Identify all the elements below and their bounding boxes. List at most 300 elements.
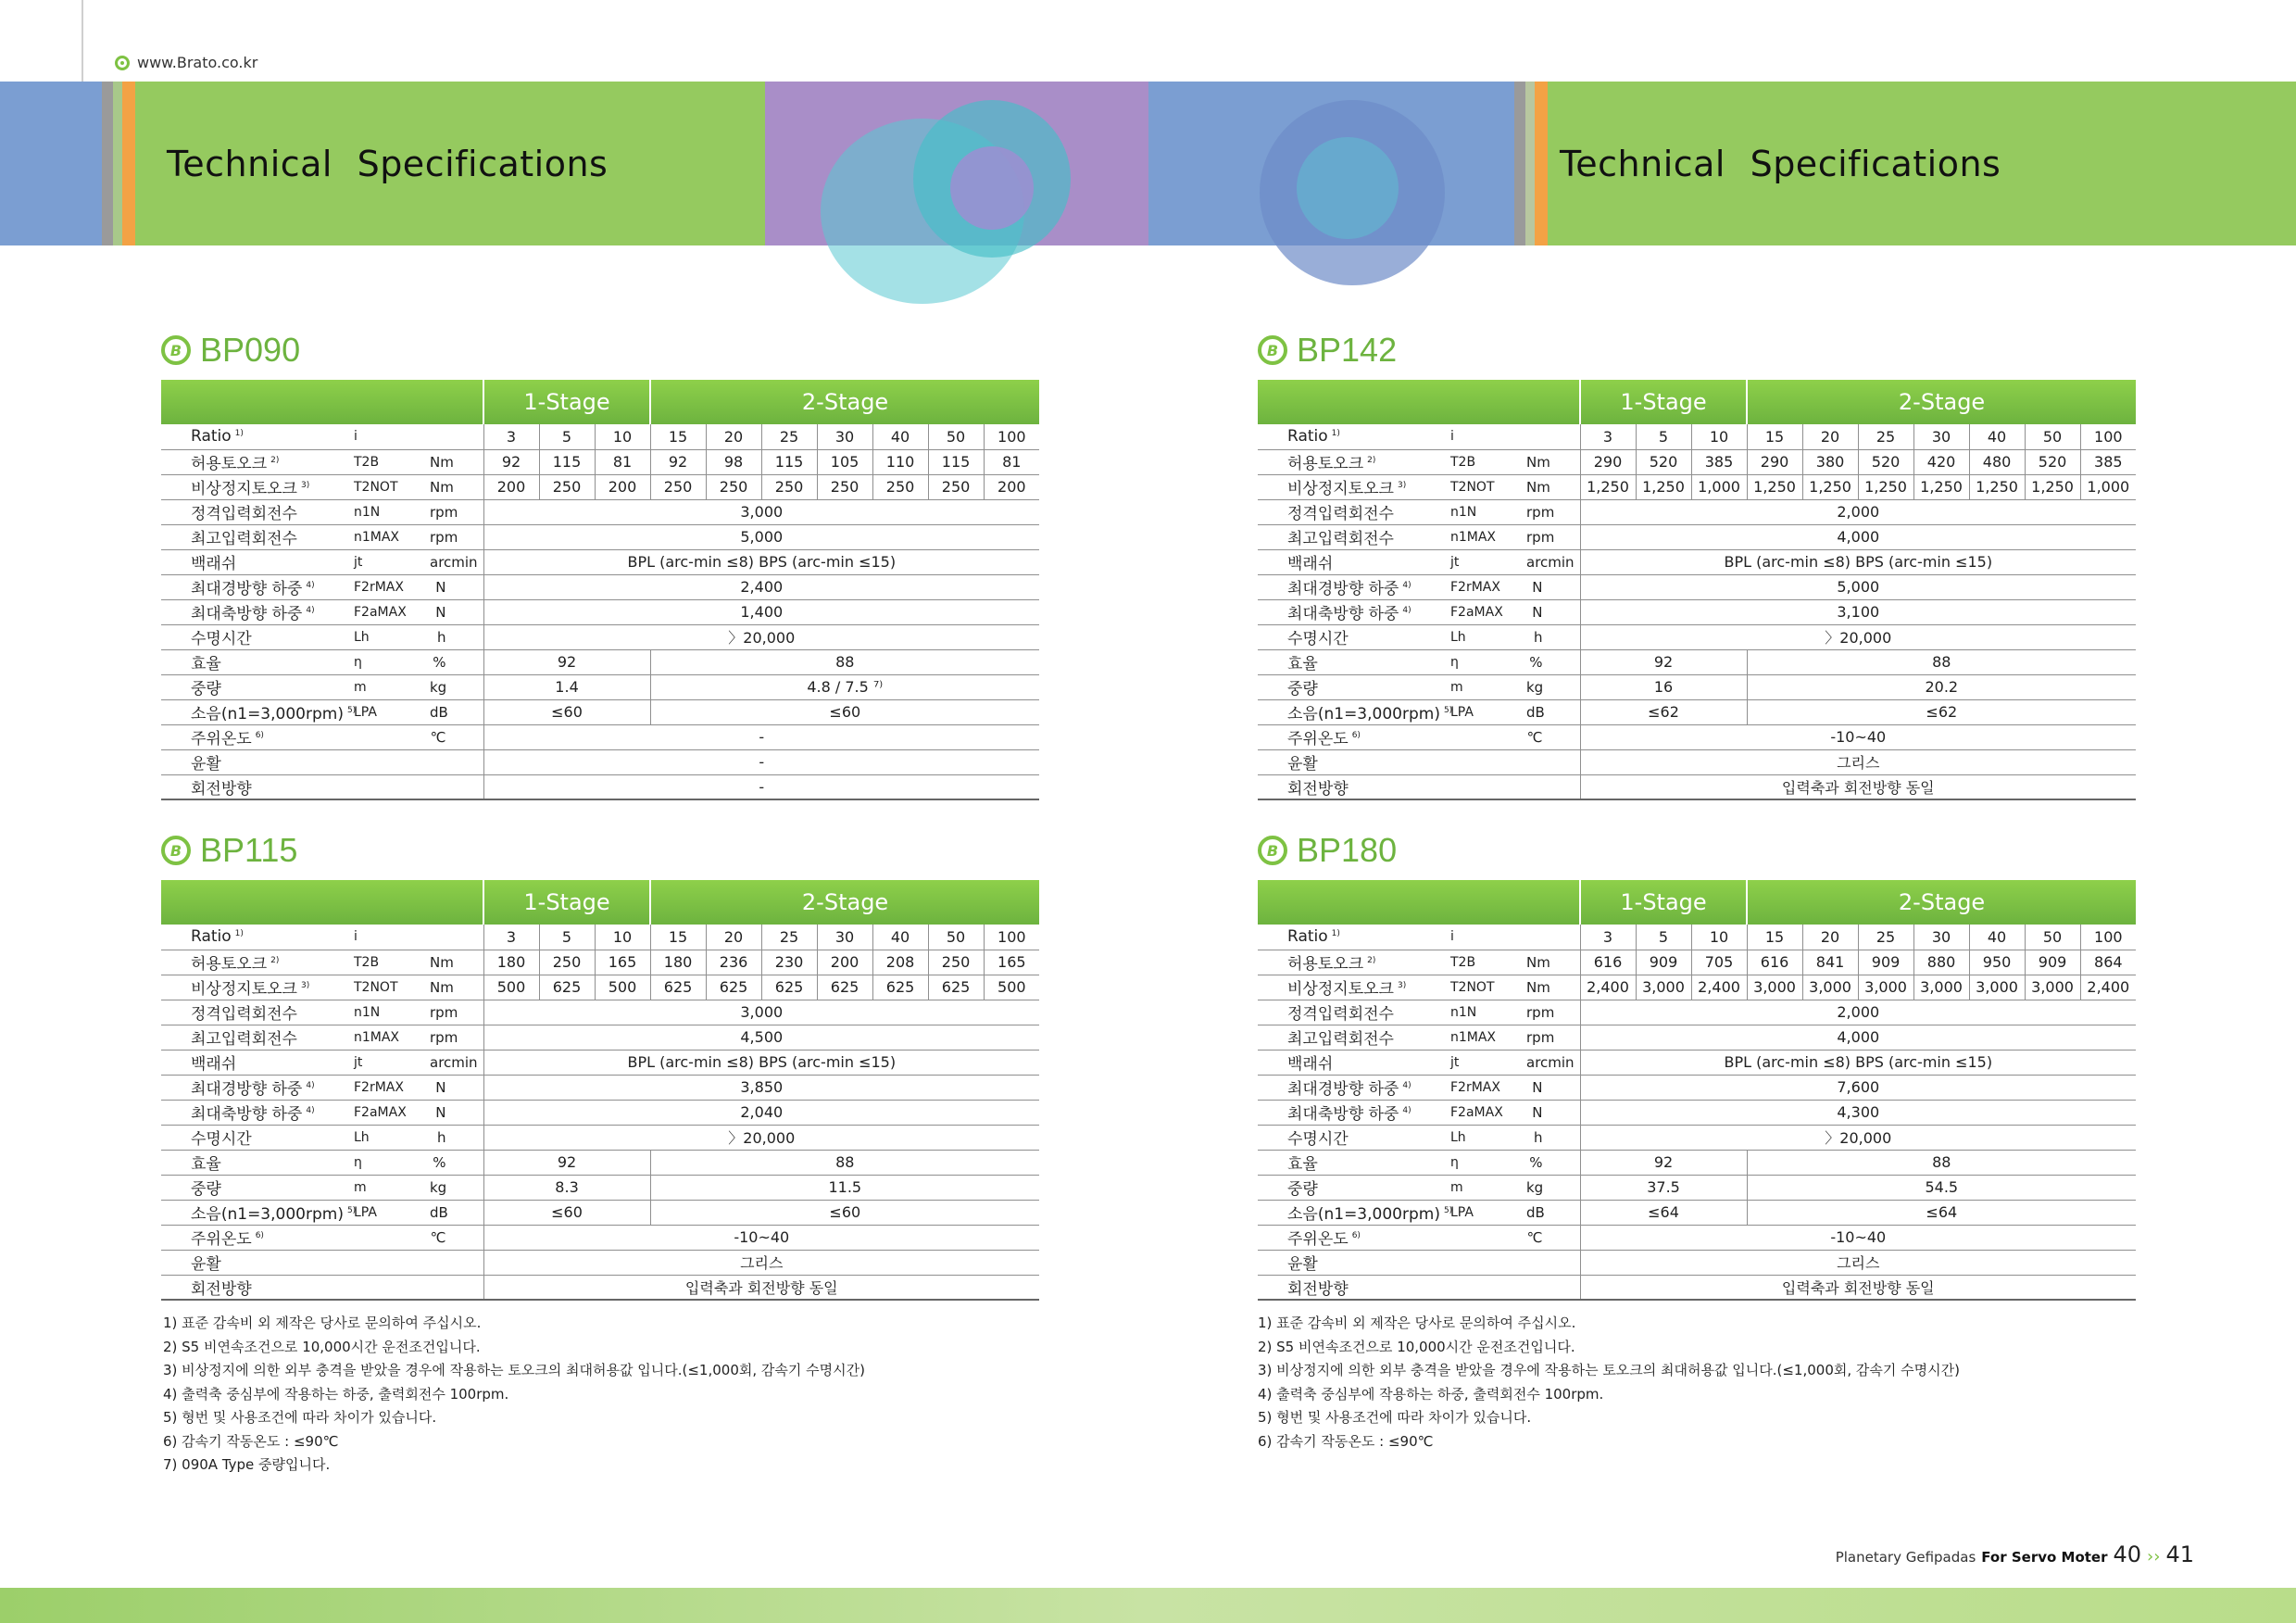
value-cell-stage2: 88 — [1747, 1150, 2136, 1175]
row-symbol: m — [345, 1175, 430, 1200]
table-row — [161, 1100, 1039, 1125]
table-row — [161, 749, 1039, 774]
row-name — [1258, 975, 1441, 1000]
spec-table — [161, 880, 1039, 1301]
row-name — [161, 1000, 345, 1025]
value-cell: 115 — [539, 449, 595, 474]
table-row — [1258, 950, 2136, 975]
row-footnote-ref: 3) — [1397, 481, 1407, 491]
value-cell: 2,400 — [1691, 975, 1747, 1000]
table-row — [161, 674, 1039, 699]
row-unit: N — [430, 599, 483, 624]
row-name-text: 주위온도 — [1287, 1230, 1349, 1249]
value-cell-all: 7,600 — [1580, 1075, 2136, 1100]
row-unit — [1526, 774, 1580, 799]
row-name — [161, 1075, 345, 1100]
row-name-text: Ratio — [191, 427, 232, 447]
row-unit: kg — [430, 1175, 483, 1200]
row-name — [1258, 1175, 1441, 1200]
row-unit: N — [1526, 599, 1580, 624]
row-name-text: 최고입력회전수 — [191, 530, 297, 548]
table-row — [161, 574, 1039, 599]
value-cell: 100 — [2080, 424, 2136, 449]
row-symbol — [345, 1275, 430, 1300]
row-name-text: 효율 — [191, 1155, 221, 1174]
row-symbol: n1MAX — [1441, 524, 1526, 549]
value-cell: 2,400 — [1580, 975, 1636, 1000]
table-row — [161, 1175, 1039, 1200]
value-cell-all: BPL (arc-min ≤8) BPS (arc-min ≤15) — [483, 1050, 1039, 1075]
row-symbol — [345, 749, 430, 774]
row-name — [1258, 599, 1441, 624]
value-cell: 3,000 — [1858, 975, 1913, 1000]
row-symbol — [1441, 1225, 1526, 1250]
table-row — [1258, 449, 2136, 474]
row-name-text: 수명시간 — [191, 630, 252, 648]
footnote-line: 4) 출력축 중심부에 작용하는 하중, 출력회전수 100rpm. — [1258, 1385, 1604, 1403]
value-cell-stage2: 20.2 — [1747, 674, 2136, 699]
row-name-text: 효율 — [1287, 1155, 1318, 1174]
value-cell: 40 — [1969, 424, 2025, 449]
row-symbol: LPA — [345, 699, 430, 724]
row-footnote-ref: 6) — [1351, 731, 1361, 741]
row-name — [161, 624, 345, 649]
table-row — [1258, 749, 2136, 774]
row-unit — [430, 1275, 483, 1300]
value-cell: 200 — [984, 474, 1039, 499]
page-number-right: 41 — [2165, 1541, 2194, 1567]
value-cell: 3 — [483, 925, 539, 950]
row-name-text: 주위온도 — [191, 1230, 252, 1249]
value-cell: 250 — [928, 474, 984, 499]
row-symbol: i — [1441, 925, 1526, 950]
row-name — [161, 1250, 345, 1275]
value-cell: 3 — [1580, 925, 1636, 950]
row-unit: Nm — [430, 975, 483, 1000]
value-cell: 705 — [1691, 950, 1747, 975]
value-cell: 625 — [761, 975, 817, 1000]
value-cell: 3,000 — [1969, 975, 2025, 1000]
footnote-line: 4) 출력축 중심부에 작용하는 하중, 출력회전수 100rpm. — [163, 1385, 509, 1403]
value-cell-stage2: ≤60 — [650, 699, 1039, 724]
row-name-text: 소음(n1=3,000rpm) — [1287, 705, 1440, 723]
row-unit — [430, 749, 483, 774]
row-unit: rpm — [430, 524, 483, 549]
value-cell-all: 그리스 — [1580, 1250, 2136, 1275]
row-footnote-ref: 5) — [346, 1206, 357, 1216]
value-cell: 520 — [2025, 449, 2080, 474]
value-cell: 250 — [539, 950, 595, 975]
row-name-text: 최대축방향 하중 — [1287, 1105, 1399, 1124]
page-title-right: Technical Specifications — [1560, 143, 2001, 184]
website-url[interactable]: www.Brato.co.kr — [115, 54, 257, 71]
row-symbol: LPA — [1441, 699, 1526, 724]
value-cell: 110 — [872, 449, 928, 474]
value-cell: 20 — [706, 424, 761, 449]
row-name — [1258, 1225, 1441, 1250]
row-name-text: 중량 — [1287, 680, 1318, 698]
row-name-text: 효율 — [1287, 655, 1318, 673]
row-symbol — [345, 774, 430, 799]
row-footnote-ref: 4) — [306, 1081, 315, 1091]
value-cell: 200 — [595, 474, 650, 499]
row-name-text: 소음(n1=3,000rpm) — [191, 705, 344, 723]
row-name-text: 수명시간 — [1287, 1130, 1349, 1149]
row-name-text: 최고입력회전수 — [191, 1030, 297, 1049]
value-cell: 250 — [761, 474, 817, 499]
value-cell: 880 — [1913, 950, 1969, 975]
row-symbol: n1N — [345, 1000, 430, 1025]
row-name-text: 윤활 — [191, 755, 221, 774]
value-cell: 30 — [1913, 925, 1969, 950]
table-row — [1258, 1175, 2136, 1200]
table-row — [161, 449, 1039, 474]
row-name — [161, 975, 345, 1000]
value-cell: 10 — [595, 925, 650, 950]
row-name — [1258, 474, 1441, 499]
value-cell: 5 — [539, 424, 595, 449]
row-name — [161, 574, 345, 599]
section-title: BP090 — [200, 331, 301, 369]
table-row — [161, 1025, 1039, 1050]
table-row — [1258, 975, 2136, 1000]
row-name — [161, 1025, 345, 1050]
value-cell-stage1: ≤60 — [483, 699, 650, 724]
row-unit: N — [1526, 1100, 1580, 1125]
row-unit — [430, 424, 483, 449]
footnote-line: 6) 감속기 작동온도 : ≤90℃ — [163, 1432, 339, 1450]
value-cell: 81 — [984, 449, 1039, 474]
table-row — [1258, 1150, 2136, 1175]
table-row — [1258, 1025, 2136, 1050]
value-cell: 208 — [872, 950, 928, 975]
value-cell: 385 — [1691, 449, 1747, 474]
row-symbol: n1MAX — [345, 524, 430, 549]
row-symbol: T2B — [345, 449, 430, 474]
value-cell-all: 입력축과 회전방향 동일 — [1580, 1275, 2136, 1300]
page-number-left: 40 — [2113, 1541, 2142, 1567]
row-name-text: 최대경방향 하중 — [191, 580, 303, 598]
row-unit: Nm — [430, 474, 483, 499]
footnote-line: 5) 형번 및 사용조건에 따라 차이가 있습니다. — [163, 1409, 437, 1426]
row-name — [1258, 449, 1441, 474]
row-name — [161, 424, 345, 449]
row-symbol: i — [345, 424, 430, 449]
footnote-line: 7) 090A Type 중량입니다. — [163, 1456, 331, 1473]
table-row — [1258, 574, 2136, 599]
value-cell-stage1: ≤62 — [1580, 699, 1747, 724]
row-unit: N — [1526, 1075, 1580, 1100]
footnotes-left — [163, 1312, 865, 1478]
table-row — [161, 1125, 1039, 1150]
value-cell: 40 — [872, 424, 928, 449]
value-cell-all: 3,000 — [483, 499, 1039, 524]
row-unit: rpm — [1526, 1025, 1580, 1050]
header-blank-cell — [161, 380, 483, 424]
row-name — [161, 1225, 345, 1250]
value-cell: 25 — [761, 925, 817, 950]
row-name-text: 비상정지토오크 — [1287, 480, 1394, 498]
header-blank-cell — [161, 880, 483, 925]
row-name — [1258, 1000, 1441, 1025]
value-cell: 15 — [1747, 424, 1802, 449]
row-symbol: η — [1441, 1150, 1526, 1175]
row-symbol: m — [1441, 674, 1526, 699]
row-footnote-ref: 4) — [306, 606, 315, 616]
table-row — [1258, 1100, 2136, 1125]
row-name — [161, 449, 345, 474]
row-name — [161, 925, 345, 950]
value-cell-all: 2,000 — [1580, 499, 2136, 524]
table-row — [1258, 549, 2136, 574]
table-row — [1258, 1225, 2136, 1250]
row-name — [1258, 1100, 1441, 1125]
row-name — [1258, 499, 1441, 524]
value-cell: 15 — [650, 925, 706, 950]
value-cell: 625 — [872, 975, 928, 1000]
table-row — [161, 474, 1039, 499]
value-cell: 250 — [650, 474, 706, 499]
value-cell: 385 — [2080, 449, 2136, 474]
value-cell: 3,000 — [1802, 975, 1858, 1000]
table-header-row — [1258, 880, 2136, 925]
value-cell: 950 — [1969, 950, 2025, 975]
row-name — [161, 549, 345, 574]
row-unit: N — [430, 1100, 483, 1125]
row-name-text: 비상정지토오크 — [1287, 980, 1394, 999]
row-name — [161, 474, 345, 499]
row-name — [1258, 674, 1441, 699]
row-unit: rpm — [1526, 1000, 1580, 1025]
table-row — [1258, 649, 2136, 674]
gearbox-photo-right — [1148, 82, 1514, 245]
row-name-text: 윤활 — [191, 1255, 221, 1274]
row-symbol — [1441, 749, 1526, 774]
value-cell: 100 — [984, 925, 1039, 950]
value-cell-all: - — [483, 724, 1039, 749]
row-symbol: η — [1441, 649, 1526, 674]
value-cell: 115 — [928, 449, 984, 474]
row-name-text: Ratio — [1287, 427, 1328, 447]
value-cell-all: 입력축과 회전방향 동일 — [1580, 774, 2136, 799]
table-row — [1258, 474, 2136, 499]
value-cell-all: 입력축과 회전방향 동일 — [483, 1275, 1039, 1300]
row-name-text: 윤활 — [1287, 1255, 1318, 1274]
value-cell: 250 — [817, 474, 872, 499]
value-cell: 250 — [706, 474, 761, 499]
value-cell: 98 — [706, 449, 761, 474]
row-symbol: m — [345, 674, 430, 699]
value-cell: 909 — [2025, 950, 2080, 975]
row-symbol — [1441, 1275, 1526, 1300]
value-cell: 500 — [483, 975, 539, 1000]
row-footnote-ref: 1) — [234, 928, 244, 938]
value-cell: 30 — [1913, 424, 1969, 449]
row-unit: rpm — [1526, 524, 1580, 549]
value-cell-stage1: 1.4 — [483, 674, 650, 699]
row-name — [161, 1275, 345, 1300]
row-name-text: 정격입력회전수 — [1287, 505, 1394, 523]
value-cell: 3,000 — [1913, 975, 1969, 1000]
row-symbol — [1441, 724, 1526, 749]
row-unit: Nm — [1526, 975, 1580, 1000]
row-unit: Nm — [1526, 950, 1580, 975]
row-symbol — [345, 1225, 430, 1250]
value-cell: 20 — [1802, 424, 1858, 449]
table-row — [161, 774, 1039, 799]
table-header-row — [1258, 380, 2136, 424]
row-name — [161, 599, 345, 624]
table-row — [1258, 624, 2136, 649]
value-cell-all: BPL (arc-min ≤8) BPS (arc-min ≤15) — [1580, 1050, 2136, 1075]
row-name-text: 최고입력회전수 — [1287, 530, 1394, 548]
section-title: BP142 — [1297, 331, 1398, 369]
row-footnote-ref: 4) — [1402, 606, 1411, 616]
value-cell: 30 — [817, 424, 872, 449]
value-cell-stage1: ≤60 — [483, 1200, 650, 1225]
row-name-text: 최고입력회전수 — [1287, 1030, 1394, 1049]
row-symbol: LPA — [345, 1200, 430, 1225]
value-cell-stage1: ≤64 — [1580, 1200, 1747, 1225]
row-name-text: 백래쉬 — [191, 1055, 237, 1074]
row-name-text: 주위온도 — [191, 730, 252, 749]
row-symbol: n1MAX — [1441, 1025, 1526, 1050]
row-name — [1258, 624, 1441, 649]
row-symbol: T2B — [1441, 449, 1526, 474]
value-cell: 230 — [761, 950, 817, 975]
value-cell: 500 — [984, 975, 1039, 1000]
value-cell: 25 — [1858, 424, 1913, 449]
row-symbol: F2rMAX — [1441, 1075, 1526, 1100]
brand-logo-icon: B — [161, 335, 191, 365]
value-cell-all: -10~40 — [483, 1225, 1039, 1250]
brand-logo-icon: B — [1258, 836, 1287, 865]
value-cell: 105 — [817, 449, 872, 474]
value-cell: 50 — [2025, 424, 2080, 449]
value-cell-stage1: 8.3 — [483, 1175, 650, 1200]
table-row — [161, 925, 1039, 950]
row-name-text: Ratio — [191, 927, 232, 947]
row-name-text: 회전방향 — [1287, 779, 1349, 799]
row-name — [161, 749, 345, 774]
table-header-row — [161, 880, 1039, 925]
row-name — [1258, 649, 1441, 674]
row-name-text: 비상정지토오크 — [191, 480, 297, 498]
value-cell: 3,000 — [2025, 975, 2080, 1000]
row-name-text: 최대축방향 하중 — [1287, 605, 1399, 623]
row-unit: h — [430, 624, 483, 649]
value-cell: 10 — [1691, 424, 1747, 449]
row-unit — [1526, 1250, 1580, 1275]
table-row — [1258, 925, 2136, 950]
row-footnote-ref: 1) — [1331, 428, 1340, 438]
value-cell-stage1: 92 — [483, 649, 650, 674]
row-footnote-ref: 4) — [1402, 1106, 1411, 1116]
table-row — [1258, 424, 2136, 449]
stage2-header: 2-Stage — [650, 380, 1039, 424]
value-cell: 1,000 — [1691, 474, 1747, 499]
value-cell: 909 — [1858, 950, 1913, 975]
value-cell: 864 — [2080, 950, 2136, 975]
row-name-text: 수명시간 — [1287, 630, 1349, 648]
table-row — [161, 1275, 1039, 1300]
row-name — [161, 1125, 345, 1150]
row-symbol: F2rMAX — [345, 574, 430, 599]
row-unit — [430, 925, 483, 950]
value-cell: 420 — [1913, 449, 1969, 474]
row-name-text: 효율 — [191, 655, 221, 673]
row-unit — [1526, 749, 1580, 774]
row-symbol: jt — [345, 549, 430, 574]
row-symbol: LPA — [1441, 1200, 1526, 1225]
value-cell: 250 — [872, 474, 928, 499]
row-footnote-ref: 4) — [306, 581, 315, 591]
row-symbol: T2B — [345, 950, 430, 975]
value-cell: 1,250 — [1969, 474, 2025, 499]
table-row — [1258, 524, 2136, 549]
value-cell: 5 — [1636, 424, 1691, 449]
value-cell-stage1: 37.5 — [1580, 1175, 1747, 1200]
value-cell: 200 — [483, 474, 539, 499]
row-unit: arcmin — [1526, 549, 1580, 574]
row-name-text: 정격입력회전수 — [1287, 1005, 1394, 1024]
row-symbol: n1N — [1441, 1000, 1526, 1025]
row-symbol: n1MAX — [345, 1025, 430, 1050]
value-cell: 180 — [483, 950, 539, 975]
table-row — [161, 599, 1039, 624]
row-footnote-ref: 2) — [270, 956, 280, 966]
value-cell-stage2: 88 — [1747, 649, 2136, 674]
row-footnote-ref: 2) — [1367, 456, 1376, 466]
row-unit: ℃ — [1526, 1225, 1580, 1250]
value-cell: 616 — [1580, 950, 1636, 975]
row-footnote-ref: 1) — [234, 428, 244, 438]
footnote-line: 2) S5 비연속조건으로 10,000시간 운전조건입니다. — [163, 1338, 481, 1355]
section-bp142 — [1258, 332, 2136, 800]
row-unit: % — [430, 1150, 483, 1175]
footer-subtitle: For Servo Moter — [1981, 1549, 2108, 1566]
value-cell: 841 — [1802, 950, 1858, 975]
row-symbol: jt — [345, 1050, 430, 1075]
value-cell-all: 4,000 — [1580, 1025, 2136, 1050]
value-cell-all: BPL (arc-min ≤8) BPS (arc-min ≤15) — [483, 549, 1039, 574]
footer-product: Planetary Gefipadas — [1835, 1549, 1976, 1566]
value-cell-stage2: 54.5 — [1747, 1175, 2136, 1200]
row-unit: kg — [430, 674, 483, 699]
row-name-text: 백래쉬 — [1287, 555, 1334, 573]
row-symbol: i — [1441, 424, 1526, 449]
row-name-text: 중량 — [191, 680, 221, 698]
row-name — [161, 724, 345, 749]
value-cell: 1,250 — [1913, 474, 1969, 499]
row-name — [1258, 574, 1441, 599]
value-cell: 92 — [650, 449, 706, 474]
row-symbol: F2aMAX — [1441, 599, 1526, 624]
row-name-text: 허용토오크 — [191, 455, 268, 473]
footnote-line: 3) 비상정지에 의한 외부 충격을 받았을 경우에 작용하는 토오크의 최대허용값 입니다.(≤1,000회, 감속기 수명시간) — [163, 1362, 865, 1378]
row-symbol: Lh — [1441, 1125, 1526, 1150]
row-name-text: 회전방향 — [191, 779, 252, 799]
row-unit: kg — [1526, 1175, 1580, 1200]
value-cell: 5 — [539, 925, 595, 950]
value-cell: 625 — [539, 975, 595, 1000]
value-cell: 50 — [2025, 925, 2080, 950]
row-name — [1258, 774, 1441, 799]
value-cell: 625 — [650, 975, 706, 1000]
row-name-text: 정격입력회전수 — [191, 1005, 297, 1024]
value-cell-all: 그리스 — [483, 1250, 1039, 1275]
row-name-text: Ratio — [1287, 927, 1328, 947]
